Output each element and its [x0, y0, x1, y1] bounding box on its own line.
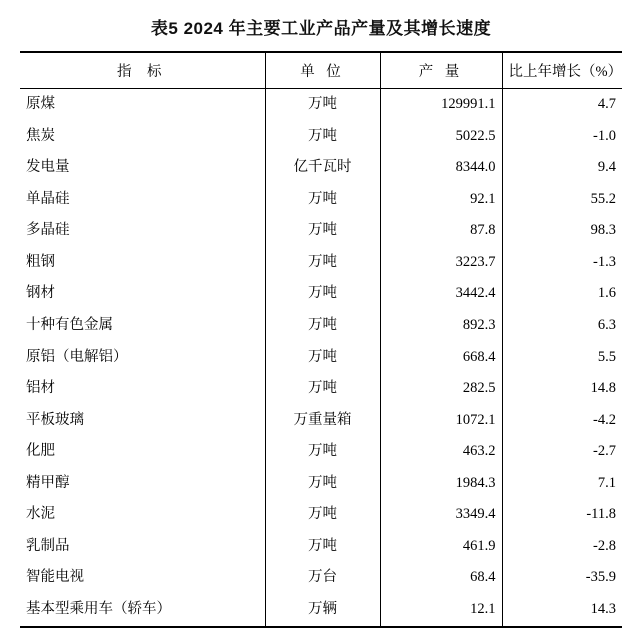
cell-unit: 万吨 [265, 89, 380, 121]
cell-output: 463.2 [380, 436, 502, 468]
table-row [20, 152, 622, 184]
cell-indicator: 化肥 [26, 443, 55, 460]
table-row [20, 594, 622, 627]
cell-indicator: 乳制品 [26, 537, 70, 554]
cell-growth: -35.9 [585, 569, 616, 586]
column-header-growth: 比上年增长（%） [502, 52, 622, 89]
cell-output: 3223.7 [380, 247, 502, 279]
cell-growth: -1.3 [593, 253, 616, 270]
table-header-row [20, 52, 622, 89]
table-body [20, 89, 622, 627]
cell-growth: 1.6 [597, 285, 616, 302]
table-row [20, 468, 622, 500]
cell-growth: 7.1 [597, 474, 616, 491]
cell-growth: 6.3 [597, 316, 616, 333]
column-header-output: 产 量 [380, 52, 502, 89]
table-row [20, 215, 622, 247]
table-row [20, 310, 622, 342]
cell-unit: 万吨 [265, 531, 380, 563]
cell-unit: 万吨 [265, 184, 380, 216]
cell-growth: 4.7 [597, 96, 616, 112]
table-row [20, 278, 622, 310]
table-row [20, 499, 622, 531]
cell-indicator: 十种有色金属 [26, 316, 113, 333]
cell-growth: 5.5 [597, 348, 616, 365]
cell-indicator: 基本型乘用车（轿车） [20, 594, 265, 627]
cell-output: 92.1 [380, 184, 502, 216]
cell-unit: 万吨 [265, 499, 380, 531]
table-row [20, 121, 622, 153]
cell-indicator: 原铝（电解铝） [26, 348, 128, 365]
table-row [20, 342, 622, 374]
cell-unit: 万吨 [265, 468, 380, 500]
cell-indicator: 粗钢 [26, 253, 55, 270]
cell-output: 8344.0 [380, 152, 502, 184]
cell-unit: 亿千瓦时 [265, 152, 380, 184]
cell-indicator: 平板玻璃 [26, 411, 84, 428]
cell-growth: -1.0 [593, 127, 616, 144]
cell-indicator: 铝材 [26, 380, 55, 397]
cell-output: 282.5 [380, 373, 502, 405]
statistics-table [20, 51, 622, 628]
cell-growth: 9.4 [597, 159, 616, 176]
table-row [20, 405, 622, 437]
cell-growth: 14.8 [590, 380, 616, 397]
cell-output: 461.9 [380, 531, 502, 563]
cell-unit: 万吨 [265, 247, 380, 279]
table-row [20, 89, 622, 121]
cell-indicator: 多晶硅 [26, 222, 70, 239]
cell-unit: 万辆 [265, 594, 380, 627]
cell-indicator: 原煤 [26, 96, 55, 112]
cell-growth: -2.8 [593, 537, 616, 554]
cell-output: 5022.5 [380, 121, 502, 153]
cell-output: 1072.1 [380, 405, 502, 437]
cell-indicator: 钢材 [26, 285, 55, 302]
cell-unit: 万重量箱 [265, 405, 380, 437]
cell-unit: 万吨 [265, 373, 380, 405]
cell-growth: 14.3 [502, 594, 622, 627]
cell-output: 3442.4 [380, 278, 502, 310]
cell-unit: 万吨 [265, 436, 380, 468]
cell-unit: 万吨 [265, 121, 380, 153]
cell-indicator: 智能电视 [26, 569, 84, 586]
cell-indicator: 焦炭 [26, 127, 55, 144]
cell-output: 87.8 [380, 215, 502, 247]
cell-output: 1984.3 [380, 468, 502, 500]
cell-indicator: 单晶硅 [26, 190, 70, 207]
cell-growth: 55.2 [590, 190, 616, 207]
cell-output: 12.1 [380, 594, 502, 627]
table-row [20, 562, 622, 594]
column-header-indicator: 指 标 [20, 52, 265, 89]
table-row [20, 436, 622, 468]
table-row [20, 531, 622, 563]
table-header [20, 52, 622, 89]
cell-growth: -2.7 [593, 443, 616, 460]
cell-unit: 万台 [265, 562, 380, 594]
cell-growth: 98.3 [590, 222, 616, 239]
cell-output: 129991.1 [380, 89, 502, 121]
cell-unit: 万吨 [265, 215, 380, 247]
cell-output: 3349.4 [380, 499, 502, 531]
page-title: 表5 2024 年主要工业产品产量及其增长速度 [150, 19, 492, 38]
cell-output: 668.4 [380, 342, 502, 374]
cell-unit: 万吨 [265, 278, 380, 310]
table-row [20, 184, 622, 216]
table-row [20, 247, 622, 279]
cell-unit: 万吨 [265, 342, 380, 374]
cell-growth: -11.8 [586, 506, 616, 523]
cell-indicator: 水泥 [26, 506, 55, 523]
cell-indicator: 精甲醇 [26, 474, 70, 491]
cell-output: 892.3 [380, 310, 502, 342]
cell-output: 68.4 [380, 562, 502, 594]
cell-growth: -4.2 [593, 411, 616, 428]
cell-indicator: 发电量 [26, 159, 70, 176]
table-row [20, 373, 622, 405]
cell-unit: 万吨 [265, 310, 380, 342]
column-header-unit: 单 位 [265, 52, 380, 89]
